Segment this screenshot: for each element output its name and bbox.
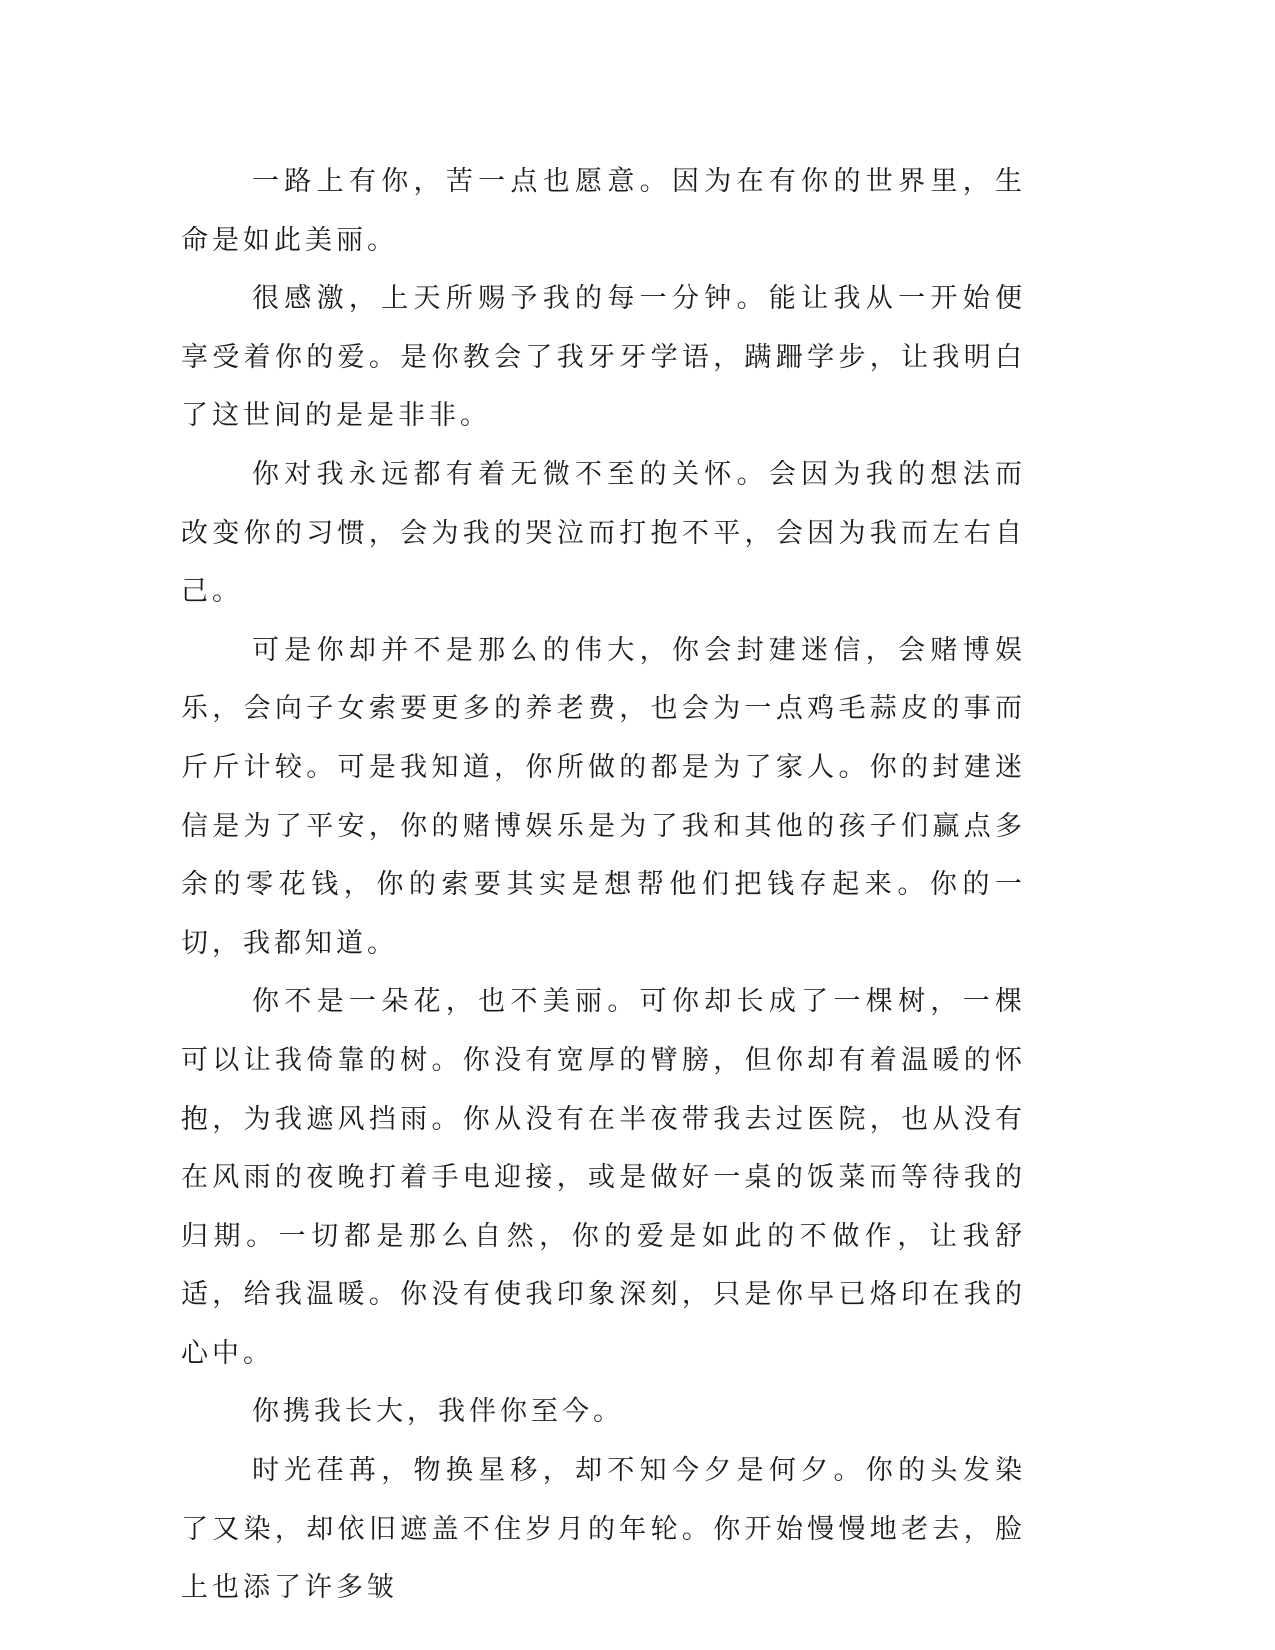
paragraph: 你对我永远都有着无微不至的关怀。会因为我的想法而改变你的习惯，会为我的哭泣而打抱不平，会因为我而左右自己。 xyxy=(181,458,1026,608)
paragraph: 你携我长大，我伴你至今。 xyxy=(252,1396,624,1428)
paragraph: 可是你却并不是那么的伟大，你会封建迷信，会赌博娱乐，会向子女索要更多的养老费，也会为一点鸡毛蒜皮的事而斤斤计较。可是我知道，你所做的都是为了家人。你的封建迷信是为了平安，你的赌博娱乐是为了我和其他的孩子们赢点多余的零花钱，你的索要其实是想帮他们把钱存起来。你的一切，我都知道。 xyxy=(181,634,1026,959)
document-body xyxy=(181,153,1026,1618)
paragraph: 很感激，上天所赐予我的每一分钟。能让我从一开始便享受着你的爱。是你教会了我牙牙学语，蹒跚学步，让我明白了这世间的是是非非。 xyxy=(181,283,1026,432)
paragraph: 时光荏苒，物换星移，却不知今夕是何夕。你的头发染了又染，却依旧遮盖不住岁月的年轮。你开始慢慢地老去，脸上也添了许多皱 xyxy=(181,1455,1026,1604)
paragraph: 一路上有你，苦一点也愿意。因为在有你的世界里，生命是如此美丽。 xyxy=(181,166,1026,256)
paragraph: 你不是一朵花，也不美丽。可你却长成了一棵树，一棵可以让我倚靠的树。你没有宽厚的臂膀，但你却有着温暖的怀抱，为我遮风挡雨。你从没有在半夜带我去过医院，也从没有在风雨的夜晚打着手电迎接，或是做好一桌的饭菜而等待我的归期。一切都是那么自然，你的爱是如此的不做作，让我舒适，给我温暖。你没有使我印象深刻，只是你早已烙印在我的心中。 xyxy=(181,986,1026,1369)
